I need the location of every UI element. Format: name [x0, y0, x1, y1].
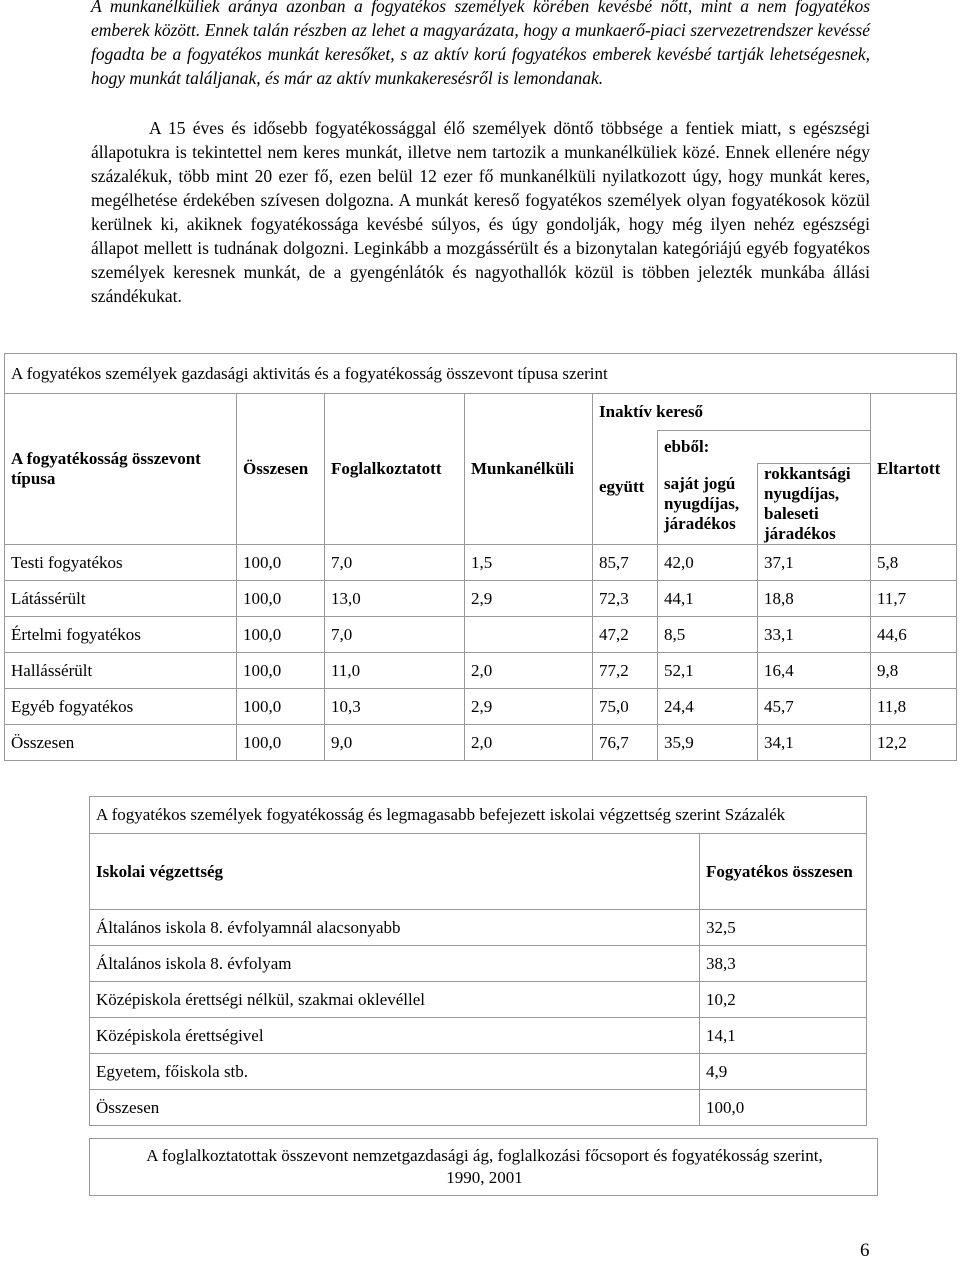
table-cell: 14,1	[700, 1018, 867, 1054]
page-number: 6	[860, 1240, 870, 1261]
table-cell: 1,5	[465, 545, 593, 581]
employment-title-line1: A foglalkoztatottak összevont nemzetgazdasági ág, foglalkozási főcsoport és fogyatékosság szerint,	[146, 1146, 823, 1165]
table-cell: 76,7	[593, 725, 658, 761]
col-header-own-pension: saját jogú nyugdíjas, járadékos	[658, 464, 758, 545]
table-cell: 100,0	[237, 545, 325, 581]
table-cell: 33,1	[758, 617, 871, 653]
row-label: Egyetem, főiskola stb.	[90, 1054, 700, 1090]
table-row	[90, 1090, 867, 1126]
col-header-employed: Foglalkoztatott	[325, 394, 465, 545]
table-cell: 45,7	[758, 689, 871, 725]
table-cell: 5,8	[871, 545, 957, 581]
col-header-type: A fogyatékosság összevont típusa	[5, 394, 237, 545]
body-paragraph	[91, 116, 870, 308]
col-header-disabled-total: Fogyatékos összesen	[700, 834, 867, 910]
table-row	[90, 982, 867, 1018]
col-header-education: Iskolai végzettség	[90, 834, 700, 910]
row-label: Hallássérült	[5, 653, 237, 689]
employment-title-line2: 1990, 2001	[446, 1168, 523, 1187]
table-cell: 11,8	[871, 689, 957, 725]
table-row	[5, 617, 957, 653]
col-header-unemployed: Munkanélküli	[465, 394, 593, 545]
table-cell: 2,9	[465, 689, 593, 725]
table-row	[90, 1054, 867, 1090]
col-header-dependent: Eltartott	[871, 394, 957, 545]
row-label: Középiskola érettségi nélkül, szakmai oklevéllel	[90, 982, 700, 1018]
row-label: Látássérült	[5, 581, 237, 617]
row-label: Általános iskola 8. évfolyamnál alacsonyabb	[90, 910, 700, 946]
table-cell: 2,0	[465, 653, 593, 689]
table-cell: 44,6	[871, 617, 957, 653]
table-cell: 72,3	[593, 581, 658, 617]
table-cell: 7,0	[325, 545, 465, 581]
table-cell: 100,0	[700, 1090, 867, 1126]
row-label: Összesen	[90, 1090, 700, 1126]
table-row	[5, 689, 957, 725]
table-cell: 2,0	[465, 725, 593, 761]
table-cell: 52,1	[658, 653, 758, 689]
table-cell: 37,1	[758, 545, 871, 581]
education-table-body	[90, 910, 867, 1126]
table-cell: 7,0	[325, 617, 465, 653]
table-cell: 35,9	[658, 725, 758, 761]
col-header-total: Összesen	[237, 394, 325, 545]
table-cell: 9,0	[325, 725, 465, 761]
table-cell: 10,3	[325, 689, 465, 725]
col-header-together: együtt	[593, 431, 658, 545]
table-cell: 100,0	[237, 581, 325, 617]
table-cell: 10,2	[700, 982, 867, 1018]
table-row	[5, 653, 957, 689]
table-cell: 11,0	[325, 653, 465, 689]
table-cell: 13,0	[325, 581, 465, 617]
table-cell: 2,9	[465, 581, 593, 617]
table-row	[5, 545, 957, 581]
table-cell: 47,2	[593, 617, 658, 653]
row-label: Egyéb fogyatékos	[5, 689, 237, 725]
col-header-of-which: ebből:	[658, 431, 871, 464]
row-label: Testi fogyatékos	[5, 545, 237, 581]
table-cell: 16,4	[758, 653, 871, 689]
table-cell: 38,3	[700, 946, 867, 982]
table-cell: 18,8	[758, 581, 871, 617]
col-header-inactive: Inaktív kereső	[593, 394, 871, 431]
table-cell: 8,5	[658, 617, 758, 653]
table-cell: 34,1	[758, 725, 871, 761]
table-cell: 100,0	[237, 725, 325, 761]
body-paragraph-text: A 15 éves és idősebb fogyatékossággal élő személyek döntő többsége a fentiek miatt, s egészségi állapotukra is tekintettel nem keres munkát, illetve nem tartozik a munkanélküliek közé. Ennek ellenére négy százalékuk, több mint 20 ezer fő, ezen belül 12 ezer fő munkanélküli nyilatkozott úgy, hogy munkát keres, megélhetése érdekében szívesen dolgozna. A munkát kereső fogyatékos személyek olyan fogyatékosok közül kerülnek ki, akiknek fogyatékossága kevésbé súlyos, és úgy gondolják, hogy még ilyen nehéz egészségi állapot mellett is tudnának dolgozni. Leginkább a mozgássérült és a bizonytalan kategóriájú egyéb fogyatékos személyek keresnek munkát, de a gyengénlátók és nagyothallók közül is többen jelezték munkába állási szándékukat.	[91, 118, 870, 306]
row-label: Általános iskola 8. évfolyam	[90, 946, 700, 982]
table-row	[90, 1018, 867, 1054]
table-cell: 100,0	[237, 689, 325, 725]
table-cell	[465, 617, 593, 653]
table-cell: 44,1	[658, 581, 758, 617]
table-cell: 11,7	[871, 581, 957, 617]
table-cell: 77,2	[593, 653, 658, 689]
table-cell: 32,5	[700, 910, 867, 946]
table-row	[90, 910, 867, 946]
table-cell: 12,2	[871, 725, 957, 761]
table-cell: 4,9	[700, 1054, 867, 1090]
table-cell: 75,0	[593, 689, 658, 725]
table-row	[5, 725, 957, 761]
row-label: Összesen	[5, 725, 237, 761]
education-table	[89, 796, 867, 1126]
table-cell: 9,8	[871, 653, 957, 689]
row-label: Értelmi fogyatékos	[5, 617, 237, 653]
table-cell: 24,4	[658, 689, 758, 725]
row-label: Középiskola érettségivel	[90, 1018, 700, 1054]
col-header-disability-pension: rokkantsági nyugdíjas, baleseti járadékos	[758, 464, 871, 545]
table-cell: 100,0	[237, 617, 325, 653]
activity-table-body	[5, 545, 957, 761]
table-cell: 42,0	[658, 545, 758, 581]
table-row	[90, 946, 867, 982]
activity-table-title: A fogyatékos személyek gazdasági aktivitás és a fogyatékosság összevont típusa szerint	[5, 354, 957, 394]
employment-table-title	[90, 1139, 878, 1196]
table-cell: 85,7	[593, 545, 658, 581]
table-row	[5, 581, 957, 617]
employment-table-caption	[89, 1138, 878, 1196]
intro-paragraph: A munkanélküliek aránya azonban a fogyatékos személyek körében kevésbé nőtt, mint a nem fogyatékos emberek között. Ennek talán részben az lehet a magyarázata, hogy a munkaerő-piaci szervezetrendszer kevéssé fogadta be a fogyatékos munkát keresőket, s az aktív korú fogyatékos emberek kevésbé tartják lehetségesnek, hogy munkát találjanak, és már az aktív munkakeresésről is lemondanak.	[91, 0, 870, 88]
table-cell: 100,0	[237, 653, 325, 689]
activity-table	[4, 353, 957, 761]
education-table-title: A fogyatékos személyek fogyatékosság és legmagasabb befejezett iskolai végzettség szerint Százalék	[90, 797, 867, 834]
